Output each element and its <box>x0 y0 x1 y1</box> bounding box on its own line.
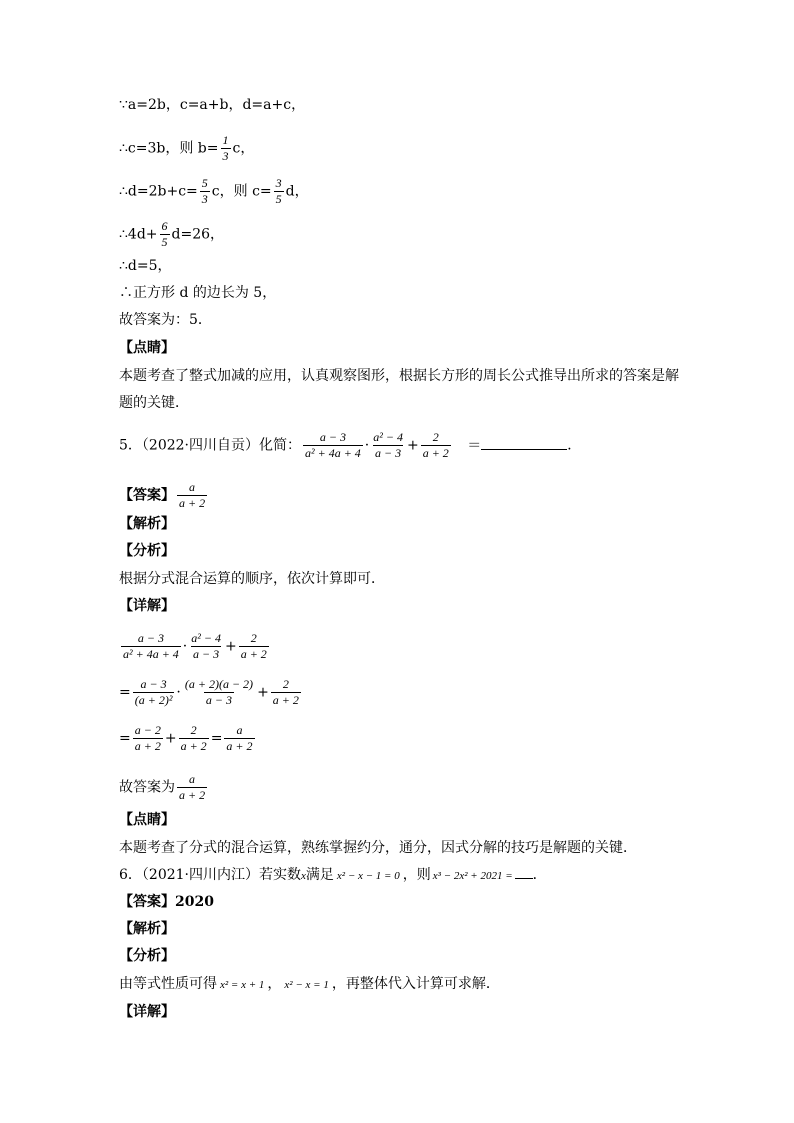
fenxi-6-eq1: x² = x + 1 <box>220 979 265 991</box>
section-xiangjie-6: 【详解】 <box>119 1004 175 1020</box>
frac-den: a + 2 <box>422 446 449 460</box>
frac-num: 3 <box>275 176 282 190</box>
answer-label: 【答案】 <box>119 487 175 504</box>
fraction-five-thirds <box>200 177 210 206</box>
frac-num: a² − 4 <box>191 631 221 645</box>
dot-op: · <box>364 437 370 454</box>
section-xiangjie: 【详解】 <box>119 598 175 614</box>
frac-den: 5 <box>275 192 282 206</box>
frac-num: a − 3 <box>319 430 346 444</box>
final-answer-fraction <box>177 773 207 802</box>
frac-num: a − 3 <box>140 677 167 691</box>
section-jiexi: 【解析】 <box>119 516 175 532</box>
frac-num: 2 <box>250 631 257 645</box>
explanation-1b: 题的关键． <box>119 395 189 411</box>
answer-6: 【答案】2020 <box>119 894 214 910</box>
detail-step-1: $\frac{a - 3}{\text{a² + 4a + 4}}$ · $\frac{\text{a² − 4}}{a - 3}$ + $\frac{2}{a + 2}$ <box>123 631 267 661</box>
step-line-3 <box>119 177 309 206</box>
detail-fraction-1 <box>121 632 181 661</box>
q6-text-c: ，则 <box>402 867 431 883</box>
frac-num: 6 <box>161 219 168 233</box>
detail-fraction-7 <box>133 724 163 753</box>
frac-num: a <box>236 723 243 737</box>
q5-end: ． <box>567 437 582 454</box>
section-jiexi-6: 【解析】 <box>119 921 175 937</box>
frac-den: a + 2 <box>272 693 299 707</box>
frac-num: a − 2 <box>134 723 161 737</box>
step-3-tail: d， <box>285 183 309 200</box>
fenxi-6-a: 由等式性质可得 <box>119 976 217 992</box>
answer-5-fraction <box>177 481 207 510</box>
step-line-2 <box>119 134 254 163</box>
step-4-text: ∴4d+ <box>119 226 158 243</box>
q6-text-a: 6．（2021·四川内江）若实数 <box>119 867 301 883</box>
section-dianjing-2: 【点睛】 <box>119 812 175 828</box>
detail-fraction-2 <box>189 632 223 661</box>
frac-num: a² − 4 <box>373 430 403 444</box>
frac-den: a + 2 <box>226 739 253 753</box>
step-2-tail: c， <box>232 140 255 157</box>
fenxi-6-c: ，再整体代入计算可求解． <box>331 976 500 992</box>
q5-text: 5．（2022·四川自贡）化简： <box>119 437 301 454</box>
fraction-one-third <box>221 134 231 163</box>
step-3-text: ∴d=2b+c= <box>119 183 198 200</box>
detail-fraction-4 <box>133 678 175 707</box>
final-answer-5 <box>119 773 209 802</box>
step-line-1: ∵a=2b，c=a+b，d=a+c， <box>119 97 306 113</box>
q5-fraction-1 <box>303 431 363 460</box>
q5-fraction-2 <box>371 431 405 460</box>
q6-var-x: x <box>301 870 306 882</box>
frac-den: 3 <box>222 149 229 163</box>
frac-num: 2 <box>190 723 197 737</box>
step-4-tail: d=26， <box>171 226 225 243</box>
explanation-1a: 本题考查了整式加减的应用，认真观察图形，根据长方形的周长公式推导出所求的答案是解 <box>119 368 679 384</box>
frac-den: a² + 4a + 4 <box>123 647 179 661</box>
question-5 <box>119 431 581 460</box>
detail-fraction-3 <box>239 632 269 661</box>
frac-num: 5 <box>201 176 208 190</box>
plus-op: + <box>406 437 419 454</box>
frac-num: 1 <box>222 133 229 147</box>
section-fenxi-6: 【分析】 <box>119 948 175 964</box>
frac-den: a − 3 <box>375 446 402 460</box>
frac-den: 5 <box>161 235 168 249</box>
q5-equals: ＝ <box>467 437 482 454</box>
fenxi-6-b: ， <box>267 976 282 992</box>
frac-num: 2 <box>282 677 289 691</box>
frac-den: a + 2 <box>180 739 207 753</box>
frac-num: (a + 2)(a − 2) <box>184 677 254 691</box>
section-fenxi: 【分析】 <box>119 543 175 559</box>
frac-den: 3 <box>201 192 208 206</box>
frac-den: a + 2 <box>179 496 206 510</box>
frac-den: a² + 4a + 4 <box>305 446 361 460</box>
detail-fraction-6 <box>271 678 301 707</box>
frac-num: a <box>189 772 196 786</box>
explanation-2: 本题考查了分式的混合运算，熟练掌握约分，通分，因式分解的技巧是解题的关键． <box>119 840 637 856</box>
detail-step-2: = $\frac{a - 3}{\text{(a + 2)²}}$ · $\frac{(a + 2)(a - 2)}{a - 3}$ + $\frac{2}{a + 2}$ <box>119 677 299 707</box>
final-answer-text: 故答案为 <box>119 779 175 796</box>
step-line-5: ∴d=5， <box>119 258 172 274</box>
detail-fraction-5 <box>183 678 255 707</box>
step-line-7: 故答案为：5． <box>119 312 212 328</box>
frac-den: a + 2 <box>240 647 267 661</box>
q6-answer-blank <box>515 878 533 879</box>
detail-fraction-9 <box>224 724 254 753</box>
step-line-6: ∴正方形 d 的边长为 5， <box>119 285 277 301</box>
fraction-six-fifths <box>160 220 170 249</box>
step-3-mid: c，则 c= <box>211 183 272 200</box>
step-2-text: ∴c=3b，则 b= <box>119 140 219 157</box>
frac-num: 2 <box>432 430 439 444</box>
step-line-4 <box>119 220 224 249</box>
frac-num: a <box>189 480 196 494</box>
frac-den: a − 3 <box>193 647 220 661</box>
frac-den: a + 2 <box>134 739 161 753</box>
section-dianjing-1: 【点睛】 <box>119 340 175 356</box>
fenxi-6-eq2: x² − x = 1 <box>284 979 329 991</box>
detail-fraction-8 <box>179 724 209 753</box>
frac-den: (a + 2)² <box>134 693 173 707</box>
fenxi-6-text <box>119 976 500 993</box>
q6-end: ． <box>532 867 547 883</box>
q6-text-b: 满足 <box>305 867 334 883</box>
fraction-three-fifths <box>274 177 284 206</box>
question-6 <box>119 867 547 884</box>
q6-equation: x² − x − 1 = 0 <box>336 870 400 882</box>
fenxi-text: 根据分式混合运算的顺序，依次计算即可． <box>119 571 385 587</box>
answer-5 <box>119 481 209 510</box>
frac-den: a − 3 <box>205 693 233 707</box>
q6-expression: x³ − 2x² + 2021 = <box>432 870 513 882</box>
detail-step-3: = $\frac{a - 2}{a + 2}$ + $\frac{2}{a + 2}$ = $\frac{a}{a + 2}$ <box>119 723 253 753</box>
q5-fraction-3 <box>421 431 451 460</box>
frac-den: a + 2 <box>179 788 206 802</box>
frac-num: a − 3 <box>137 631 164 645</box>
q5-answer-blank <box>481 449 567 450</box>
